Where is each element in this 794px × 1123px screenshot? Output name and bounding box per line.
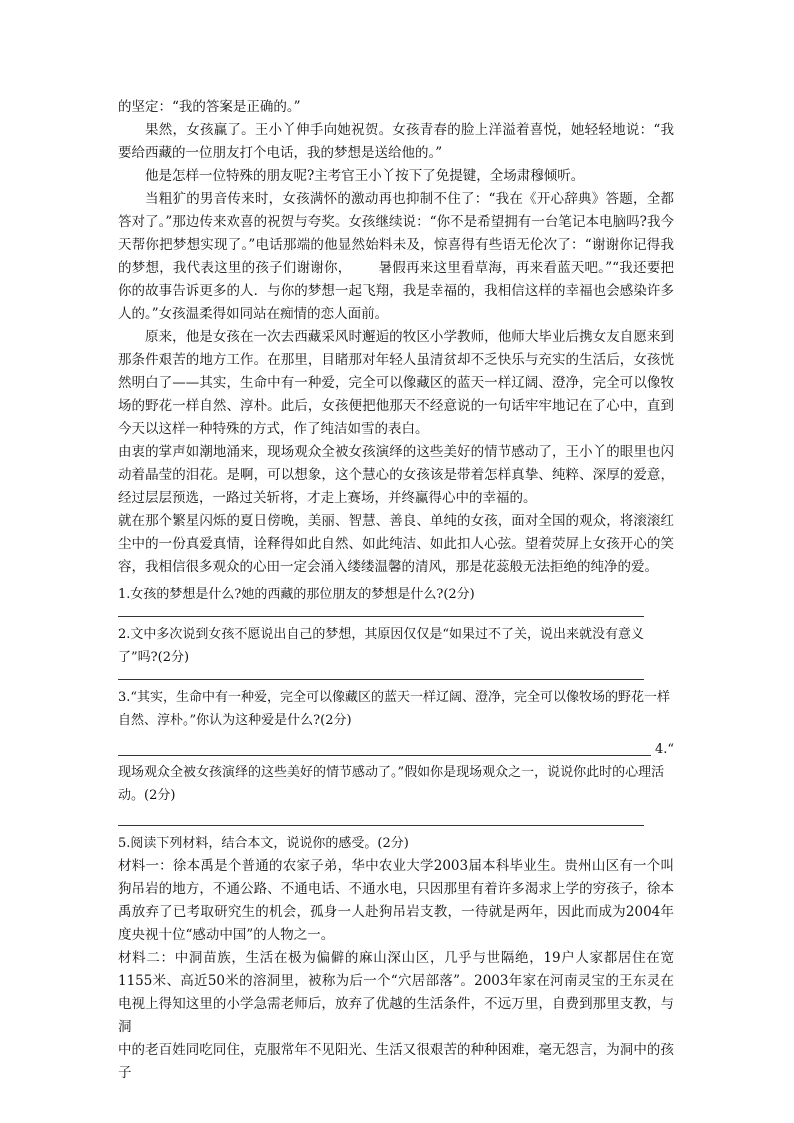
material-3: 中的老百姓同吃同住，克服常年不见阳光、生活又很艰苦的种种困难，毫无怨言，为洞中的孩子: [118, 1042, 674, 1081]
question-4-prefix: 4.“: [654, 742, 674, 757]
material-1: 材料一：徐本禹是个普通的农家子弟，华中农业大学2003届本科毕业生。贵州山区有一个叫狗吊岩的地方，不通公路、不通电话、不通水电，只因那里有着许多渴求上学的穷孩子，徐本禹放弃了已考取研究生的机会，孤身一人赴狗吊岩支教，一待就是两年，因此而成为2004年度央视十位“感动中国”的人物之一。: [118, 858, 674, 943]
paragraph-5: 原来，他是女孩在一次去西藏采风时邂逅的牧区小学教师，他师大毕业后携女友自愿来到那条件艰苦的地方工作。在那里，目睹那对年轻人虽清贫却不乏快乐与充实的生活后，女孩恍然明白了——其实，生命中有一种爱，完全可以像藏区的蓝天一样辽阔、澄净，完全可以像牧场的野花一样自然、淳朴。此后，女孩便把他那天不经意说的一句话牢牢地记在了心中，直到今天以这样一种特殊的方式，作了纯洁如雪的表白。: [118, 329, 674, 437]
answer-rule-3[interactable]: [118, 755, 651, 756]
answer-line-3[interactable]: [118, 738, 674, 761]
paragraph-3: 他是怎样一位特殊的朋友呢?主考官王小丫按下了免提键，全场肃穆倾听。: [145, 168, 585, 184]
paragraph-7: 就在那个繁星闪烁的夏日傍晚，美丽、智慧、善良、单纯的女孩，面对全国的观众，将滚滚红尘中的一份真爱真情，诠释得如此自然、如此纯洁、如此扣人心弦。望着荧屏上女孩开心的笑容，我相信很多观众的心田一定会涌入缕缕温馨的清风，那是花蕊般无法拒绝的纯净的爱。: [118, 513, 674, 575]
answer-line-1[interactable]: [118, 616, 644, 617]
paragraph-4: 当粗犷的男音传来时，女孩满怀的激动再也抑制不住了：“我在《开心辞典》答题，全都答对了。”那边传来欢喜的祝贺与夸奖。女孩继续说：“你不是希望拥有一台笔记本电脑吗?我今天帮你把梦想实现了。”电话那端的他显然始料未及，惊喜得有些语无伦次了：“谢谢你记得我的梦想，我代表这里的孩子们谢谢你， 暑假再来这里看草海，再来看蓝天吧。”“我还要把你的故事告诉更多的人．与你的梦想一起飞翔，我是幸福的，我相信这样的幸福也会感染许多人的。”女孩温柔得如同站在痴情的恋人面前。: [118, 191, 674, 322]
answer-line-4[interactable]: [118, 825, 644, 826]
question-5: 5.阅读下列材料，结合本文，说说你的感受。(2分): [118, 836, 409, 851]
question-4: 现场观众全被女孩演绎的这些美好的情节感动了。”假如你是现场观众之一，说说你此时的心理活动。(2分): [118, 765, 665, 803]
document-page: [118, 96, 674, 1085]
question-3: 3.“其实，生命中有一种爱，完全可以像藏区的蓝天一样辽阔、澄净，完全可以像牧场的野花一样自然、淳朴。”你认为这种爱是什么?(2分): [118, 690, 671, 728]
paragraph-2: 果然，女孩赢了。王小丫伸手向她祝贺。女孩青春的脸上洋溢着喜悦，她轻轻地说：“我要给西藏的一位朋友打个电话，我的梦想是送给他的。”: [118, 122, 674, 161]
paragraph-6: 由衷的掌声如潮地涌来，现场观众全被女孩演绎的这些美好的情节感动了，王小丫的眼里也闪动着晶莹的泪花。是啊，可以想象，这个慧心的女孩该是带着怎样真挚、纯粹、深厚的爱意，经过层层预选，一路过关斩将，才走上赛场，并终赢得心中的幸福的。: [118, 444, 674, 506]
answer-line-2[interactable]: [118, 679, 644, 680]
paragraph-1: 的坚定：“我的答案是正确的。”: [118, 99, 301, 115]
material-2: 材料二：中洞苗族，生活在极为偏僻的麻山深山区，几乎与世隔绝，19户人家都居住在宽1155米、高近50米的溶洞里，被称为后一个“穴居部落”。2003年家在河南灵宝的王东灵在电视上得知这里的小学急需老师后，放弃了优越的生活条件，不远万里，自费到那里支教，与洞: [118, 950, 674, 1035]
question-1: 1.女孩的梦想是什么?她的西藏的那位朋友的梦想是什么?(2分): [118, 587, 475, 602]
question-2: 2.文中多次说到女孩不愿说出自己的梦想，其原因仅仅是“如果过不了关，说出来就没有意义了”吗?(2分): [118, 627, 645, 665]
